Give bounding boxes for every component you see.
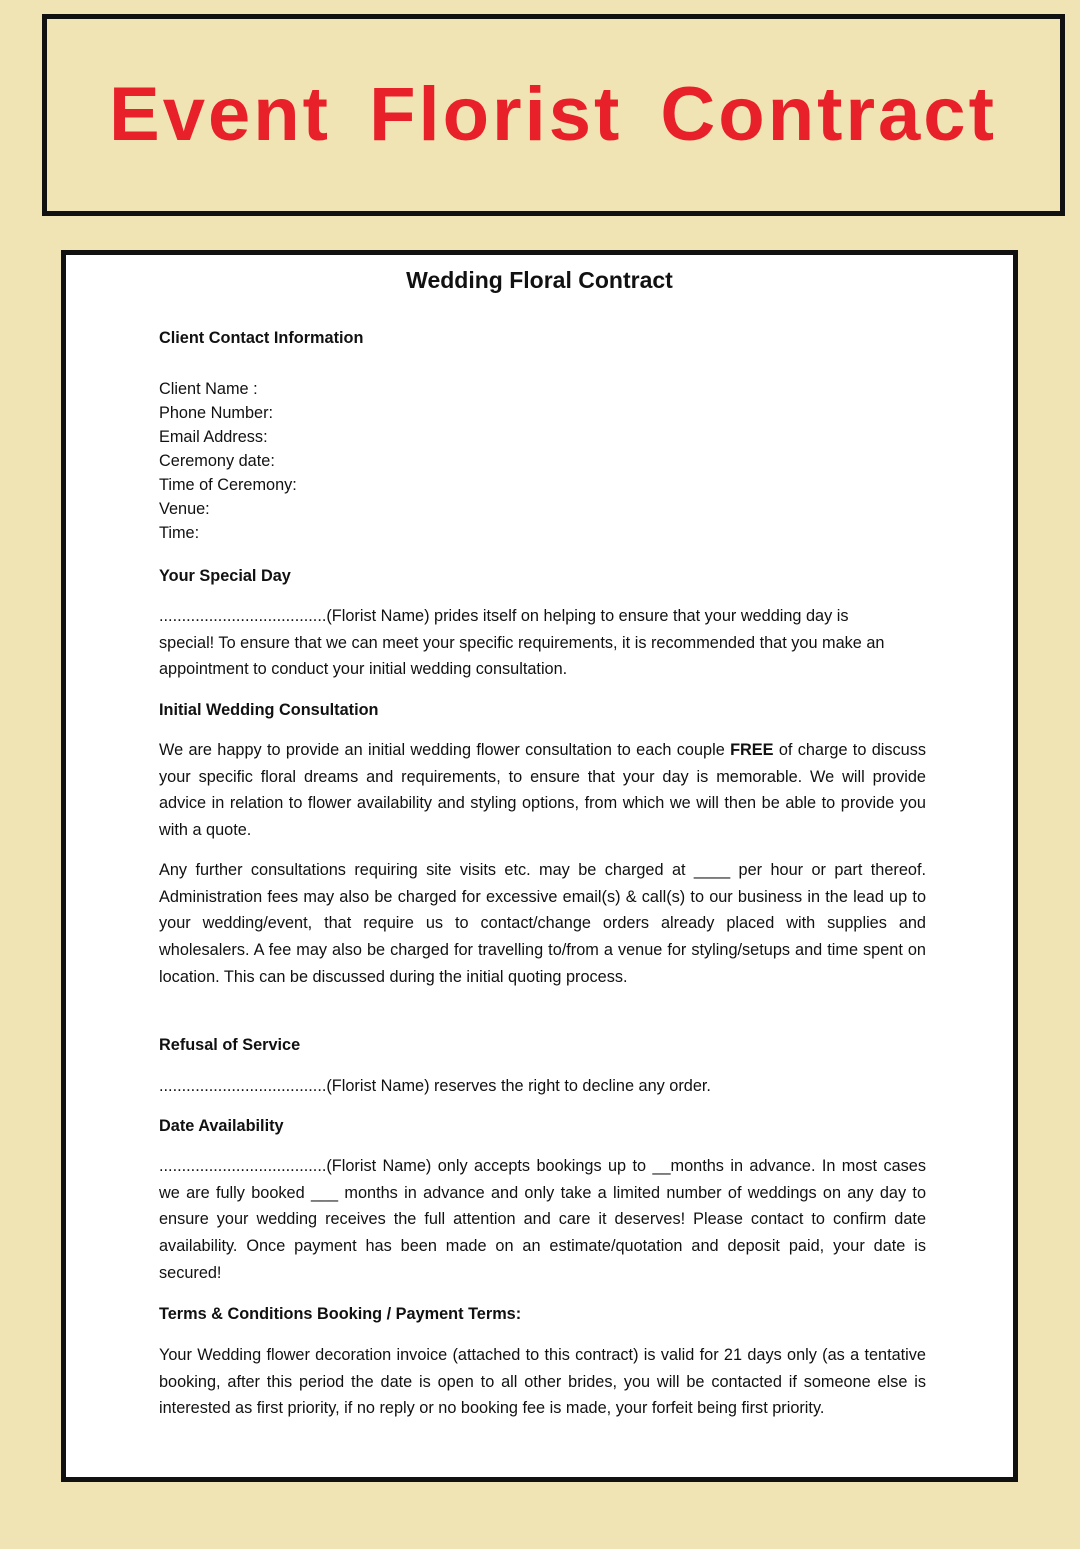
field-client-name: Client Name : (159, 380, 258, 398)
consultation-paragraph-1 (159, 737, 926, 844)
field-time-of-ceremony: Time of Ceremony: (159, 476, 297, 494)
text: of charge to discuss your specific floral dreams and requirements, to ensure that your day is memorable. We will provide advice in relation to flower availability and styling options, from which we will then be able to provide you with a quote. (159, 741, 926, 840)
client-contact-heading: Client Contact Information (159, 329, 364, 347)
field-phone-number: Phone Number: (159, 404, 274, 422)
special-day-heading: Your Special Day (159, 567, 291, 585)
text: We are happy to provide an initial wedding flower consultation to each couple (159, 741, 731, 759)
free-emphasis: FREE (730, 741, 774, 759)
availability-text: .....................................(Florist Name) only accepts bookings up to __months in advance. In most cases we are fully booked ___ months in advance and only take a limited number of weddings on any day to ensure your wedding receives the full attention and care it deserves! Please contact to confirm date availability. Once payment has been made on an estimate/quotation and deposit paid, your date is secured! (159, 1157, 926, 1282)
field-venue: Venue: (159, 500, 210, 518)
field-ceremony-date: Ceremony date: (159, 452, 275, 470)
banner (42, 14, 1065, 216)
client-fields (159, 377, 926, 545)
refusal-heading: Refusal of Service (159, 1036, 301, 1054)
availability-heading: Date Availability (159, 1117, 284, 1135)
refusal-text: .....................................(Florist Name) reserves the right to decline any order. (159, 1077, 711, 1095)
terms-heading: Terms & Conditions Booking / Payment Terms: (159, 1305, 522, 1323)
consultation-heading: Initial Wedding Consultation (159, 701, 379, 719)
document-title: Wedding Floral Contract (406, 267, 673, 293)
terms-text: Your Wedding flower decoration invoice (attached to this contract) is valid for 21 days only (as a tentative booking, after this period the date is open to all other brides, you will be contacted if someone else is interested as first priority, if no reply or no booking fee is made, your forfeit being first priority. (159, 1346, 926, 1418)
field-email-address: Email Address: (159, 428, 268, 446)
contract-document (61, 250, 1018, 1482)
special-day-text: .....................................(Florist Name) prides itself on helping to ensure that your wedding day is special! To ensure that we can meet your specific requirements, it is recommended that you make an appointment to conduct your initial wedding consultation. (159, 607, 885, 679)
field-time: Time: (159, 524, 200, 542)
consultation-paragraph-2: Any further consultations requiring site visits etc. may be charged at ____ per hour or part thereof. Administration fees may also be charged for excessive email(s) & call(s) to our business in the lead up to your wedding/event, that require us to contact/change orders already placed with supplies and wholesalers. A fee may also be charged for travelling to/from a venue for styling/setups and time spent on location. This can be discussed during the initial quoting process. (159, 861, 926, 986)
banner-title: Event Florist Contract (109, 72, 997, 157)
